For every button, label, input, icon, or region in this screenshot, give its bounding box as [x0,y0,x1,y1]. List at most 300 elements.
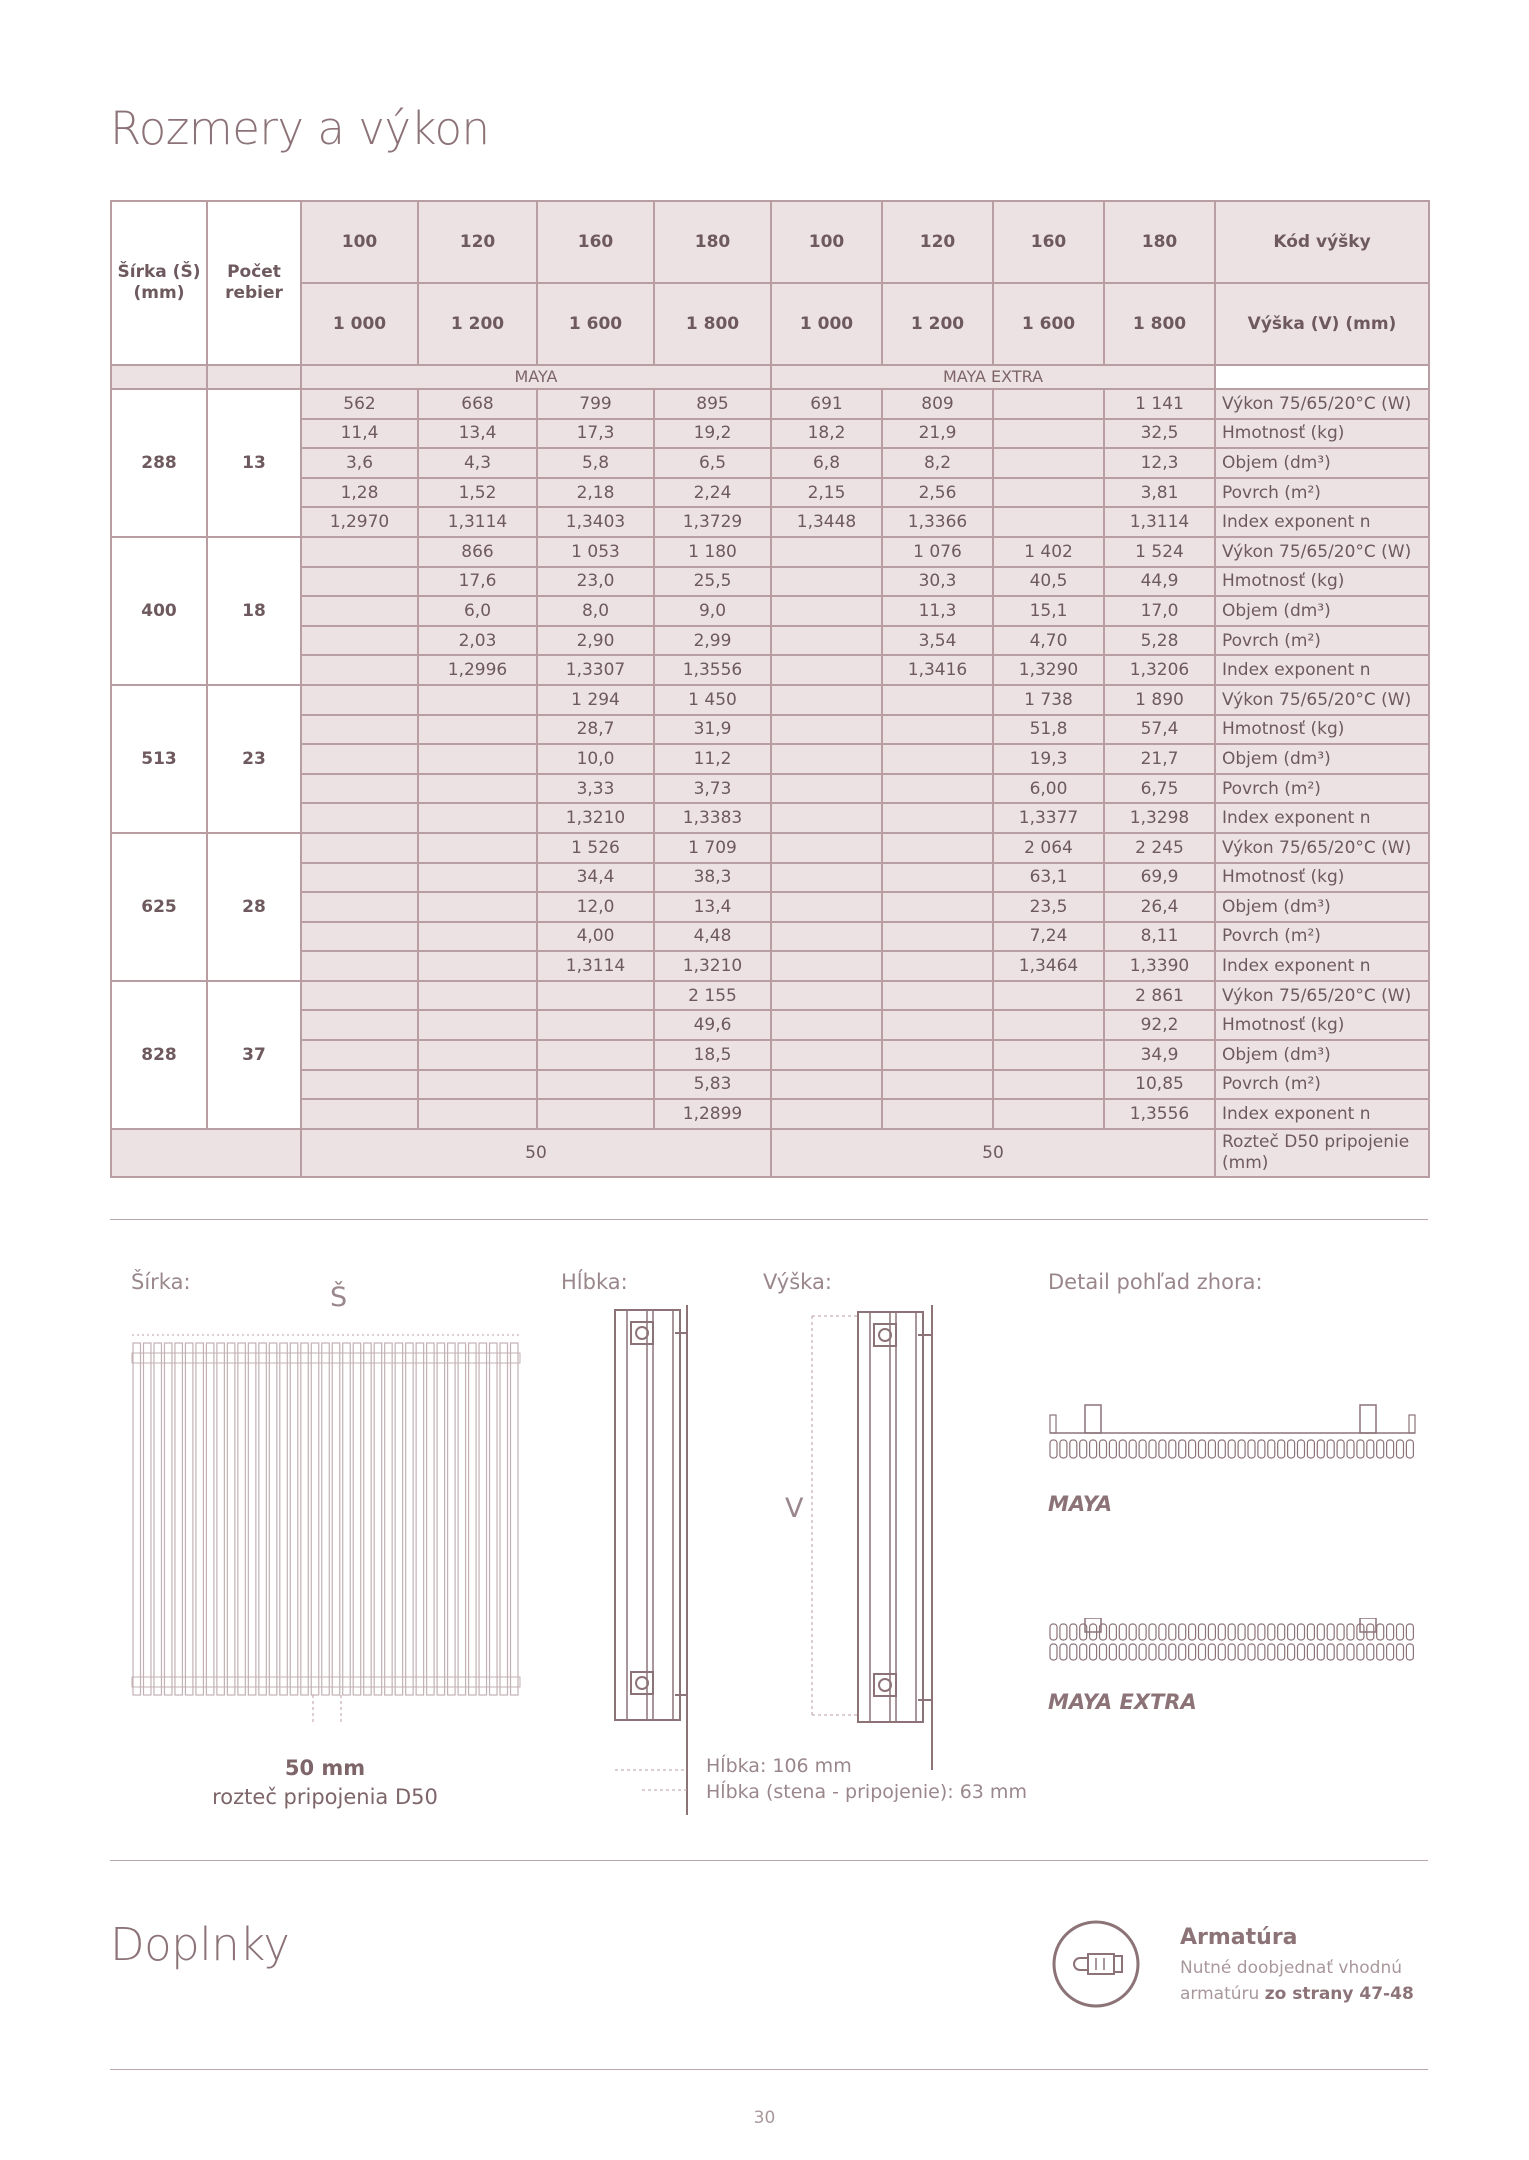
radiator-tube [217,1343,224,1695]
tube-section [1139,1624,1146,1640]
value-cell: 1,3366 [882,507,993,537]
radiator-tube [290,1343,297,1695]
value-cell [301,833,418,863]
value-cell: 1,3556 [1104,1099,1215,1129]
value-cell [537,981,654,1011]
tube-section [1387,1440,1394,1458]
header-ribs: Počet rebier [207,201,301,365]
tube-section [1169,1644,1176,1660]
value-cell: 1,3403 [537,507,654,537]
row-label: Index exponent n [1215,951,1429,981]
radiator-tube [395,1343,402,1695]
value-cell [301,892,418,922]
tube-section [1080,1440,1087,1458]
tube-section [1218,1644,1225,1660]
ribs-cell: 37 [207,981,301,1129]
width-cell: 400 [111,537,207,685]
value-cell: 1,3114 [1104,507,1215,537]
row-label: Hmotnosť (kg) [1215,1010,1429,1040]
value-cell [882,833,993,863]
value-cell [882,803,993,833]
table-row [111,596,1429,626]
width-caption: Šírka: [131,1270,191,1294]
value-cell: 1,3377 [993,803,1104,833]
page-number: 30 [753,2108,776,2128]
table-row [111,715,1429,745]
tube-section [1208,1440,1215,1458]
tube-section [1337,1440,1344,1458]
tube-section [1327,1624,1334,1640]
radiator-tube [269,1343,276,1695]
separator-top [110,1219,1428,1220]
end-cap [1050,1415,1056,1433]
group-spacer-1 [111,365,207,389]
value-cell [418,715,537,745]
page-title: Rozmery a výkon [110,102,490,155]
table-row [111,1070,1429,1100]
table-row [111,1040,1429,1070]
tube-section [1367,1440,1374,1458]
radiator-tube [238,1343,245,1695]
radiator-height-drawing [800,1300,950,1780]
tube-section [1159,1644,1166,1660]
value-cell: 1,3729 [654,507,771,537]
table-row [111,507,1429,537]
value-cell: 17,3 [537,419,654,449]
value-cell: 2,24 [654,478,771,508]
tube-section [1406,1624,1413,1640]
depth-caption: Hĺbka: [561,1270,628,1294]
height-value-cell: 1 600 [537,283,654,365]
radiator-tube [280,1343,287,1695]
height-code-cell: 160 [537,201,654,283]
tube-section [1189,1440,1196,1458]
tube-section [1208,1644,1215,1660]
value-cell [771,1099,882,1129]
tube-section [1268,1440,1275,1458]
pitch-text: rozteč pripojenia D50 [212,1785,438,1809]
value-cell [301,1070,418,1100]
value-cell: 1 294 [537,685,654,715]
tube-section [1238,1644,1245,1660]
value-cell [993,389,1104,419]
value-cell [771,1040,882,1070]
value-cell: 2,56 [882,478,993,508]
row-label: Index exponent n [1215,655,1429,685]
tube-section [1248,1440,1255,1458]
tube-section [1397,1624,1404,1640]
value-cell [418,1010,537,1040]
row-label: Výkon 75/65/20°C (W) [1215,833,1429,863]
height-code-label: Kód výšky [1215,201,1429,283]
tube-section [1337,1644,1344,1660]
accessories-heading: Doplnky [110,1918,290,1971]
tube-section [1149,1644,1156,1660]
tube-section [1199,1644,1206,1660]
table-row [111,981,1429,1011]
table-row [111,626,1429,656]
radiator-tube [154,1343,161,1695]
tube-section [1377,1624,1384,1640]
end-cap [1409,1415,1415,1433]
radiator-tube [301,1343,308,1695]
value-cell [882,863,993,893]
pitch-label: Rozteč D50 pripojenie (mm) [1215,1129,1429,1177]
value-cell: 562 [301,389,418,419]
separator-bottom [110,2069,1428,2070]
group-spacer-3 [1215,365,1429,389]
value-cell [301,981,418,1011]
height-code-cell: 180 [1104,201,1215,283]
value-cell [882,892,993,922]
value-cell: 1,3307 [537,655,654,685]
value-cell: 1 524 [1104,537,1215,567]
tube-section [1288,1624,1295,1640]
tube-section [1119,1644,1126,1660]
value-cell [537,1040,654,1070]
tube-section [1406,1440,1413,1458]
ribs-cell: 13 [207,389,301,537]
table-row [111,951,1429,981]
tube-section [1337,1624,1344,1640]
height-code-cell: 100 [301,201,418,283]
value-cell [418,863,537,893]
tube-section [1248,1624,1255,1640]
accessory-text-1: Nutné doobjednať vhodnú [1180,1958,1402,1978]
height-code-cell: 100 [771,201,882,283]
value-cell [771,1010,882,1040]
tube-section [1278,1644,1285,1660]
row-label: Povrch (m²) [1215,478,1429,508]
bottom-collector [132,1677,520,1687]
tube-section [1129,1440,1136,1458]
radiator-tube [322,1343,329,1695]
radiator-tube [164,1343,171,1695]
table-row [111,1099,1429,1129]
tube-section [1268,1624,1275,1640]
value-cell [301,803,418,833]
value-cell: 1,3298 [1104,803,1215,833]
depth-line-2: Hĺbka (stena - pripojenie): 63 mm [706,1781,1027,1803]
group-maya-extra: MAYA EXTRA [771,365,1215,389]
height-value-cell: 1 000 [771,283,882,365]
tube-section [1377,1644,1384,1660]
tube-section [1070,1644,1077,1660]
tube-section [1317,1644,1324,1660]
tube-section [1347,1440,1354,1458]
value-cell: 13,4 [418,419,537,449]
value-cell: 10,85 [1104,1070,1215,1100]
value-cell: 13,4 [654,892,771,922]
value-cell: 1 709 [654,833,771,863]
table-row [111,833,1429,863]
connector [1085,1405,1101,1433]
radiator-tube [427,1343,434,1695]
tube-section [1129,1624,1136,1640]
tube-section [1387,1624,1394,1640]
value-cell: 691 [771,389,882,419]
radiator-tube [227,1343,234,1695]
value-cell [771,715,882,745]
value-cell [882,981,993,1011]
tube-section [1347,1624,1354,1640]
value-cell [301,922,418,952]
value-cell: 11,3 [882,596,993,626]
tube-section [1377,1440,1384,1458]
row-label: Povrch (m²) [1215,626,1429,656]
value-cell: 3,33 [537,774,654,804]
tube-section [1070,1440,1077,1458]
radiator-tube [133,1343,140,1695]
tube-section [1258,1440,1265,1458]
tube-section [1347,1644,1354,1660]
radiator-tube [511,1343,518,1695]
tube-section [1050,1440,1057,1458]
height-code-cell: 120 [418,201,537,283]
value-cell: 668 [418,389,537,419]
value-cell: 18,5 [654,1040,771,1070]
value-cell [882,715,993,745]
tube-section [1307,1624,1314,1640]
maya-extra-top-view-drawing [1045,1618,1425,1668]
tube-section [1119,1440,1126,1458]
value-cell: 1 402 [993,537,1104,567]
row-label: Objem (dm³) [1215,448,1429,478]
table-row [111,537,1429,567]
value-cell: 2,15 [771,478,882,508]
value-cell [418,774,537,804]
tube-section [1139,1644,1146,1660]
table-row [111,685,1429,715]
value-cell: 895 [654,389,771,419]
value-cell [301,626,418,656]
value-cell: 1,3210 [654,951,771,981]
row-label: Výkon 75/65/20°C (W) [1215,537,1429,567]
value-cell: 2 861 [1104,981,1215,1011]
value-cell [301,863,418,893]
value-cell [771,596,882,626]
tube-section [1317,1624,1324,1640]
value-cell [771,863,882,893]
tube-section [1367,1644,1374,1660]
value-cell [993,478,1104,508]
value-cell: 4,3 [418,448,537,478]
value-cell [418,1099,537,1129]
value-cell: 28,7 [537,715,654,745]
row-label: Objem (dm³) [1215,892,1429,922]
height-label: Výška (V) (mm) [1215,283,1429,365]
value-cell: 1 141 [1104,389,1215,419]
accessory-title: Armatúra [1180,1925,1298,1950]
tube-section [1288,1440,1295,1458]
value-cell [771,537,882,567]
group-maya: MAYA [301,365,771,389]
tube-section [1109,1440,1116,1458]
accessory-text-2 [1180,1984,1414,2004]
height-value-cell: 1 800 [1104,283,1215,365]
value-cell: 1,3416 [882,655,993,685]
value-cell: 23,0 [537,567,654,597]
radiator-tube [332,1343,339,1695]
value-cell: 11,4 [301,419,418,449]
tube-section [1307,1644,1314,1660]
value-cell [771,922,882,952]
width-cell: 513 [111,685,207,833]
value-cell: 30,3 [882,567,993,597]
value-cell: 9,0 [654,596,771,626]
width-cell: 828 [111,981,207,1129]
value-cell: 1 053 [537,537,654,567]
value-cell: 12,0 [537,892,654,922]
value-cell [301,774,418,804]
tube-section [1139,1440,1146,1458]
value-cell: 1,3383 [654,803,771,833]
value-cell: 2,18 [537,478,654,508]
value-cell [301,596,418,626]
table-row [111,803,1429,833]
accessory-page-ref: zo strany 47-48 [1264,1984,1414,2004]
ribs-cell: 18 [207,537,301,685]
value-cell: 2 064 [993,833,1104,863]
value-cell: 6,75 [1104,774,1215,804]
width-cell: 625 [111,833,207,981]
height-code-cell: 180 [654,201,771,283]
value-cell: 1,28 [301,478,418,508]
value-cell [301,1099,418,1129]
tube-section [1159,1440,1166,1458]
tube-section [1090,1644,1097,1660]
value-cell [882,1099,993,1129]
value-cell [537,1099,654,1129]
value-cell: 49,6 [654,1010,771,1040]
top-collector [132,1353,520,1363]
radiator-tube [353,1343,360,1695]
value-cell [993,507,1104,537]
table-row [111,419,1429,449]
tube-section [1179,1644,1186,1660]
tube-section [1218,1624,1225,1640]
pitch-value: 50 mm [284,1756,366,1780]
value-cell: 8,2 [882,448,993,478]
value-cell [301,1040,418,1070]
tube-section [1149,1440,1156,1458]
value-cell: 4,48 [654,922,771,952]
value-cell: 11,2 [654,744,771,774]
value-cell: 34,9 [1104,1040,1215,1070]
tube-section [1258,1624,1265,1640]
pitch-maya: 50 [301,1129,771,1177]
row-label: Objem (dm³) [1215,744,1429,774]
value-cell [882,1010,993,1040]
value-cell: 23,5 [993,892,1104,922]
separator-middle [110,1860,1428,1861]
table-row [111,863,1429,893]
tube-section [1199,1440,1206,1458]
tube-section [1238,1440,1245,1458]
value-cell: 25,5 [654,567,771,597]
value-cell: 3,73 [654,774,771,804]
tube-section [1109,1624,1116,1640]
value-cell: 21,7 [1104,744,1215,774]
value-cell: 19,3 [993,744,1104,774]
row-label: Povrch (m²) [1215,774,1429,804]
radiator-tube [385,1343,392,1695]
value-cell [771,744,882,774]
tube-section [1357,1440,1364,1458]
value-cell: 21,9 [882,419,993,449]
header-width: Šírka (Š) (mm) [111,201,207,365]
value-cell: 44,9 [1104,567,1215,597]
tube-section [1109,1644,1116,1660]
value-cell [882,685,993,715]
value-cell: 1 738 [993,685,1104,715]
table-row [111,892,1429,922]
tube-section [1100,1440,1107,1458]
value-cell [418,1040,537,1070]
tube-section [1298,1440,1305,1458]
accessory-text-2-normal: armatúru [1180,1984,1260,2004]
tube-section [1179,1440,1186,1458]
row-label: Hmotnosť (kg) [1215,419,1429,449]
value-cell: 34,4 [537,863,654,893]
value-cell [418,892,537,922]
value-cell [771,803,882,833]
value-cell: 17,6 [418,567,537,597]
tube-section [1129,1644,1136,1660]
value-cell: 799 [537,389,654,419]
value-cell: 15,1 [993,596,1104,626]
radiator-tube [458,1343,465,1695]
value-cell: 10,0 [537,744,654,774]
table-row [111,1010,1429,1040]
tube-section [1050,1644,1057,1660]
radiator-tube [196,1343,203,1695]
value-cell: 5,83 [654,1070,771,1100]
value-cell [771,567,882,597]
value-cell: 1,3114 [418,507,537,537]
tube-section [1288,1644,1295,1660]
value-cell [771,892,882,922]
table-row [111,567,1429,597]
radiator-tube [469,1343,476,1695]
value-cell [771,1070,882,1100]
radiator-tube [311,1343,318,1695]
width-cell: 288 [111,389,207,537]
value-cell: 1,2899 [654,1099,771,1129]
tube-section [1060,1440,1067,1458]
height-code-cell: 120 [882,201,993,283]
value-cell [537,1010,654,1040]
radiator-tube [500,1343,507,1695]
row-label: Výkon 75/65/20°C (W) [1215,685,1429,715]
value-cell: 31,9 [654,715,771,745]
value-cell [882,1070,993,1100]
value-cell: 26,4 [1104,892,1215,922]
height-value-cell: 1 000 [301,283,418,365]
radiator-tube [248,1343,255,1695]
tube-section [1060,1644,1067,1660]
radiator-tube [437,1343,444,1695]
value-cell: 2 155 [654,981,771,1011]
tube-section [1268,1644,1275,1660]
value-cell: 2,90 [537,626,654,656]
row-label: Hmotnosť (kg) [1215,863,1429,893]
value-cell [993,981,1104,1011]
value-cell [993,419,1104,449]
tube-section [1090,1440,1097,1458]
value-cell: 63,1 [993,863,1104,893]
row-label: Povrch (m²) [1215,922,1429,952]
